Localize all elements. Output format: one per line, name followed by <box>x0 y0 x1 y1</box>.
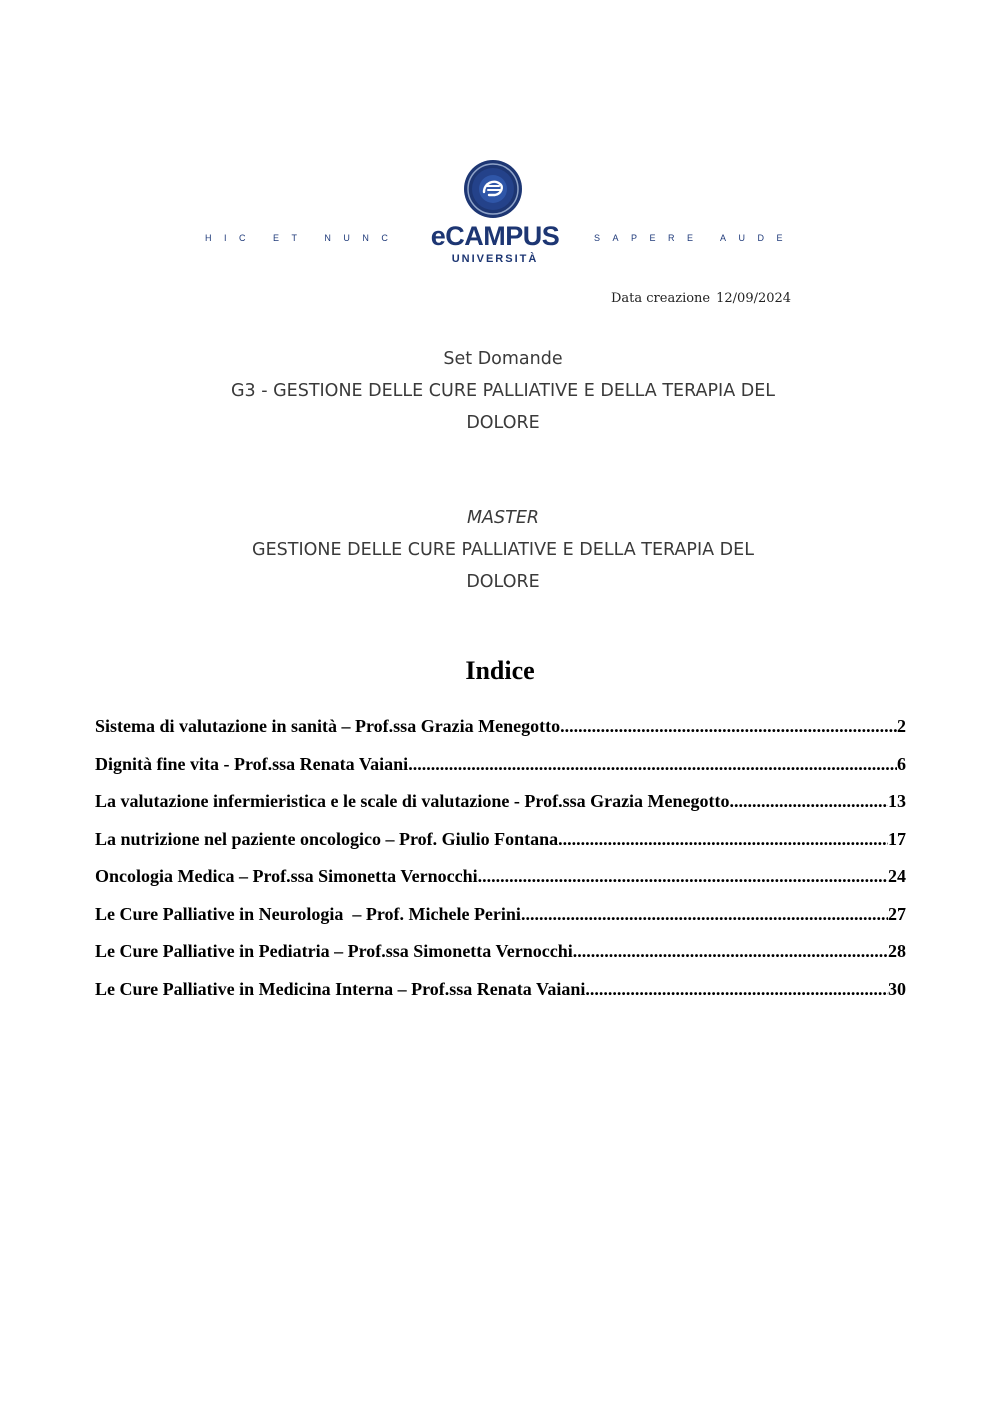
master-title-line2: DOLORE <box>466 572 540 592</box>
toc-dot-leader <box>730 791 888 812</box>
master-heading: MASTER <box>466 508 540 528</box>
set-title-line2: DOLORE <box>466 413 540 433</box>
creation-date <box>611 291 791 306</box>
question-set-title <box>150 343 856 439</box>
toc-entry-title: La valutazione infermieristica e le scale di valutazione - Prof.ssa Grazia Menegotto <box>95 791 730 811</box>
table-of-contents <box>95 716 906 1016</box>
toc-entry[interactable] <box>95 754 906 792</box>
toc-entry[interactable] <box>95 866 906 904</box>
university-logo-subtext: UNIVERSITÀ <box>451 253 539 265</box>
toc-dot-leader <box>478 866 888 887</box>
university-seal-icon <box>463 159 523 219</box>
toc-entry-title: Dignità fine vita - Prof.ssa Renata Vaiani <box>95 753 409 774</box>
toc-entry-title: Le Cure Palliative in Medicina Interna – Prof.ssa Renata Vaiani <box>95 978 586 999</box>
creation-date-label: Data creazione <box>611 291 711 306</box>
toc-entry-page: 30 <box>888 978 906 999</box>
motto-left: HIC ET NUNC <box>205 233 401 243</box>
toc-entry-title: Le Cure Palliative in Neurologia – Prof. Michele Perini <box>95 903 521 924</box>
toc-entry[interactable] <box>95 979 906 1017</box>
master-title-line1: GESTIONE DELLE CURE PALLIATIVE E DELLA TERAPIA DEL <box>252 540 754 560</box>
toc-entry-title: Oncologia Medica – Prof.ssa Simonetta Vernocchi <box>95 866 478 886</box>
toc-entry-page: 27 <box>888 903 906 924</box>
toc-entry[interactable] <box>95 716 906 754</box>
toc-dot-leader <box>408 754 897 775</box>
toc-entry[interactable] <box>95 829 906 867</box>
toc-dot-leader <box>558 829 888 850</box>
master-title <box>150 502 856 598</box>
toc-entry-title: Sistema di valutazione in sanità – Prof.ssa Grazia Menegotto <box>95 716 561 736</box>
index-title: Indice <box>465 656 535 685</box>
toc-entry-page: 28 <box>888 941 906 961</box>
creation-date-value: 12/09/2024 <box>716 291 792 306</box>
toc-entry-title: Le Cure Palliative in Pediatria – Prof.ssa Simonetta Vernocchi <box>95 941 573 961</box>
toc-entry-title: La nutrizione nel paziente oncologico – Prof. Giulio Fontana <box>95 828 559 849</box>
toc-dot-leader <box>573 941 888 962</box>
toc-entry-page: 24 <box>888 866 906 886</box>
university-header <box>0 155 1000 275</box>
toc-entry[interactable] <box>95 791 906 829</box>
toc-dot-leader <box>585 979 888 1000</box>
toc-dot-leader <box>560 716 897 737</box>
toc-entry-page: 13 <box>888 791 906 811</box>
university-logo-wordmark: eCAMPUS <box>430 221 560 251</box>
set-heading: Set Domande <box>443 349 563 369</box>
toc-entry[interactable] <box>95 941 906 979</box>
toc-dot-leader <box>521 904 888 925</box>
toc-entry-page: 17 <box>888 828 906 849</box>
toc-entry-page: 2 <box>897 716 906 736</box>
set-title-line1: G3 - GESTIONE DELLE CURE PALLIATIVE E DELLA TERAPIA DEL <box>230 381 776 401</box>
toc-entry-page: 6 <box>897 753 906 774</box>
toc-entry[interactable] <box>95 904 906 942</box>
motto-right: SAPERE AUDE <box>594 233 796 243</box>
